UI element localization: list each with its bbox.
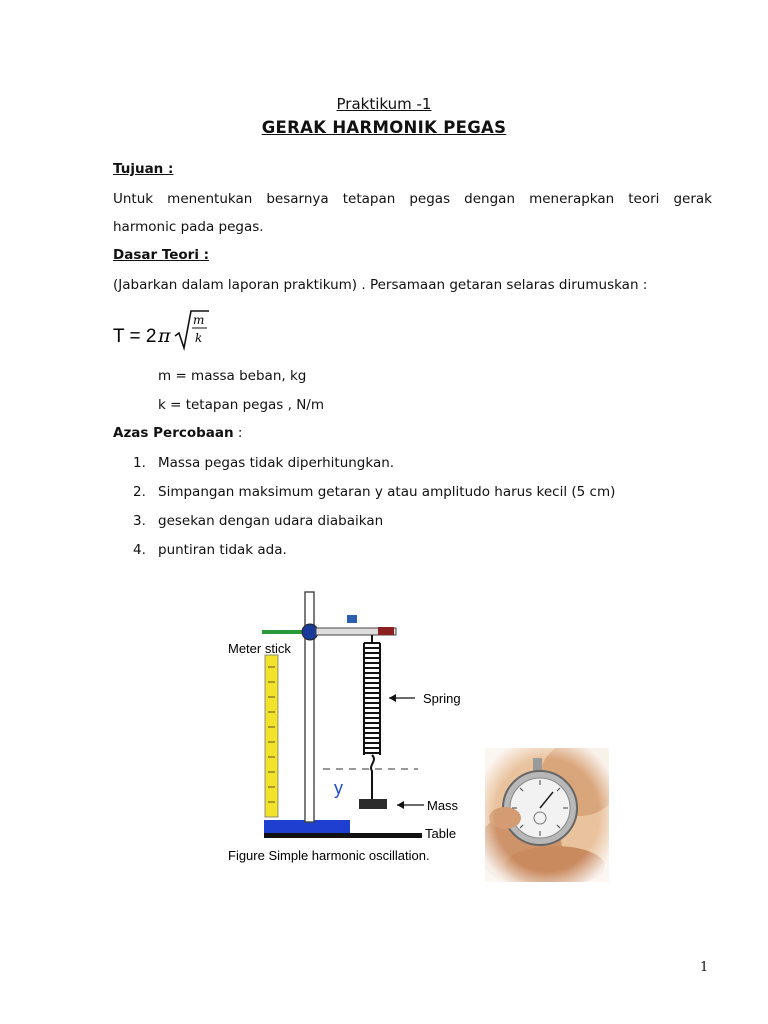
formula-lhs: T = 2 (113, 326, 157, 347)
formula-pi: π (158, 325, 171, 347)
mass (359, 799, 387, 809)
table (264, 833, 422, 838)
meter-stick-label: Meter stick (228, 641, 291, 656)
clamp-screw (347, 615, 357, 623)
clamp-end (378, 627, 394, 635)
table-label: Table (425, 826, 457, 841)
tujuan-heading: Tujuan : (113, 161, 174, 177)
mass-label: Mass (427, 798, 459, 813)
azas-heading: Azas Percobaan : (113, 425, 243, 441)
list-item: 4. puntiran tidak ada. (133, 542, 287, 558)
tujuan-text-line1: Untuk menentukan besarnya tetapan pegas dengan menerapkan teori gerak (113, 191, 712, 207)
azas-list (113, 449, 615, 565)
spring-oscillation-figure (228, 587, 478, 872)
stopwatch-in-hand-image (485, 748, 609, 882)
figure-caption: Figure Simple harmonic oscillation. (228, 848, 430, 863)
period-formula (113, 308, 253, 352)
definition-m: m = massa beban, kg (158, 368, 307, 384)
dasar-teori-text: (Jabarkan dalam laporan praktikum) . Persamaan getaran selaras dirumuskan : (113, 277, 648, 293)
list-item: 3. gesekan dengan udara diabaikan (133, 513, 384, 529)
formula-denominator: k (195, 331, 203, 345)
list-item: 2. Simpangan maksimum getaran y atau amplitudo harus kecil (5 cm) (133, 484, 616, 500)
page-number: 1 (700, 960, 709, 975)
practicum-number: Praktikum -1 (336, 95, 432, 113)
spring (364, 635, 380, 799)
meter-stick (265, 655, 278, 817)
dasar-teori-heading: Dasar Teori : (113, 247, 210, 263)
page-title: GERAK HARMONIK PEGAS (261, 118, 507, 137)
spring-label: Spring (423, 691, 461, 706)
definition-k: k = tetapan pegas , N/m (158, 397, 324, 413)
tujuan-text-line2: harmonic pada pegas. (113, 219, 264, 235)
list-item: 1. Massa pegas tidak diperhitungkan. (133, 455, 395, 471)
formula-numerator: m (193, 313, 205, 327)
displacement-label: y (334, 778, 343, 798)
